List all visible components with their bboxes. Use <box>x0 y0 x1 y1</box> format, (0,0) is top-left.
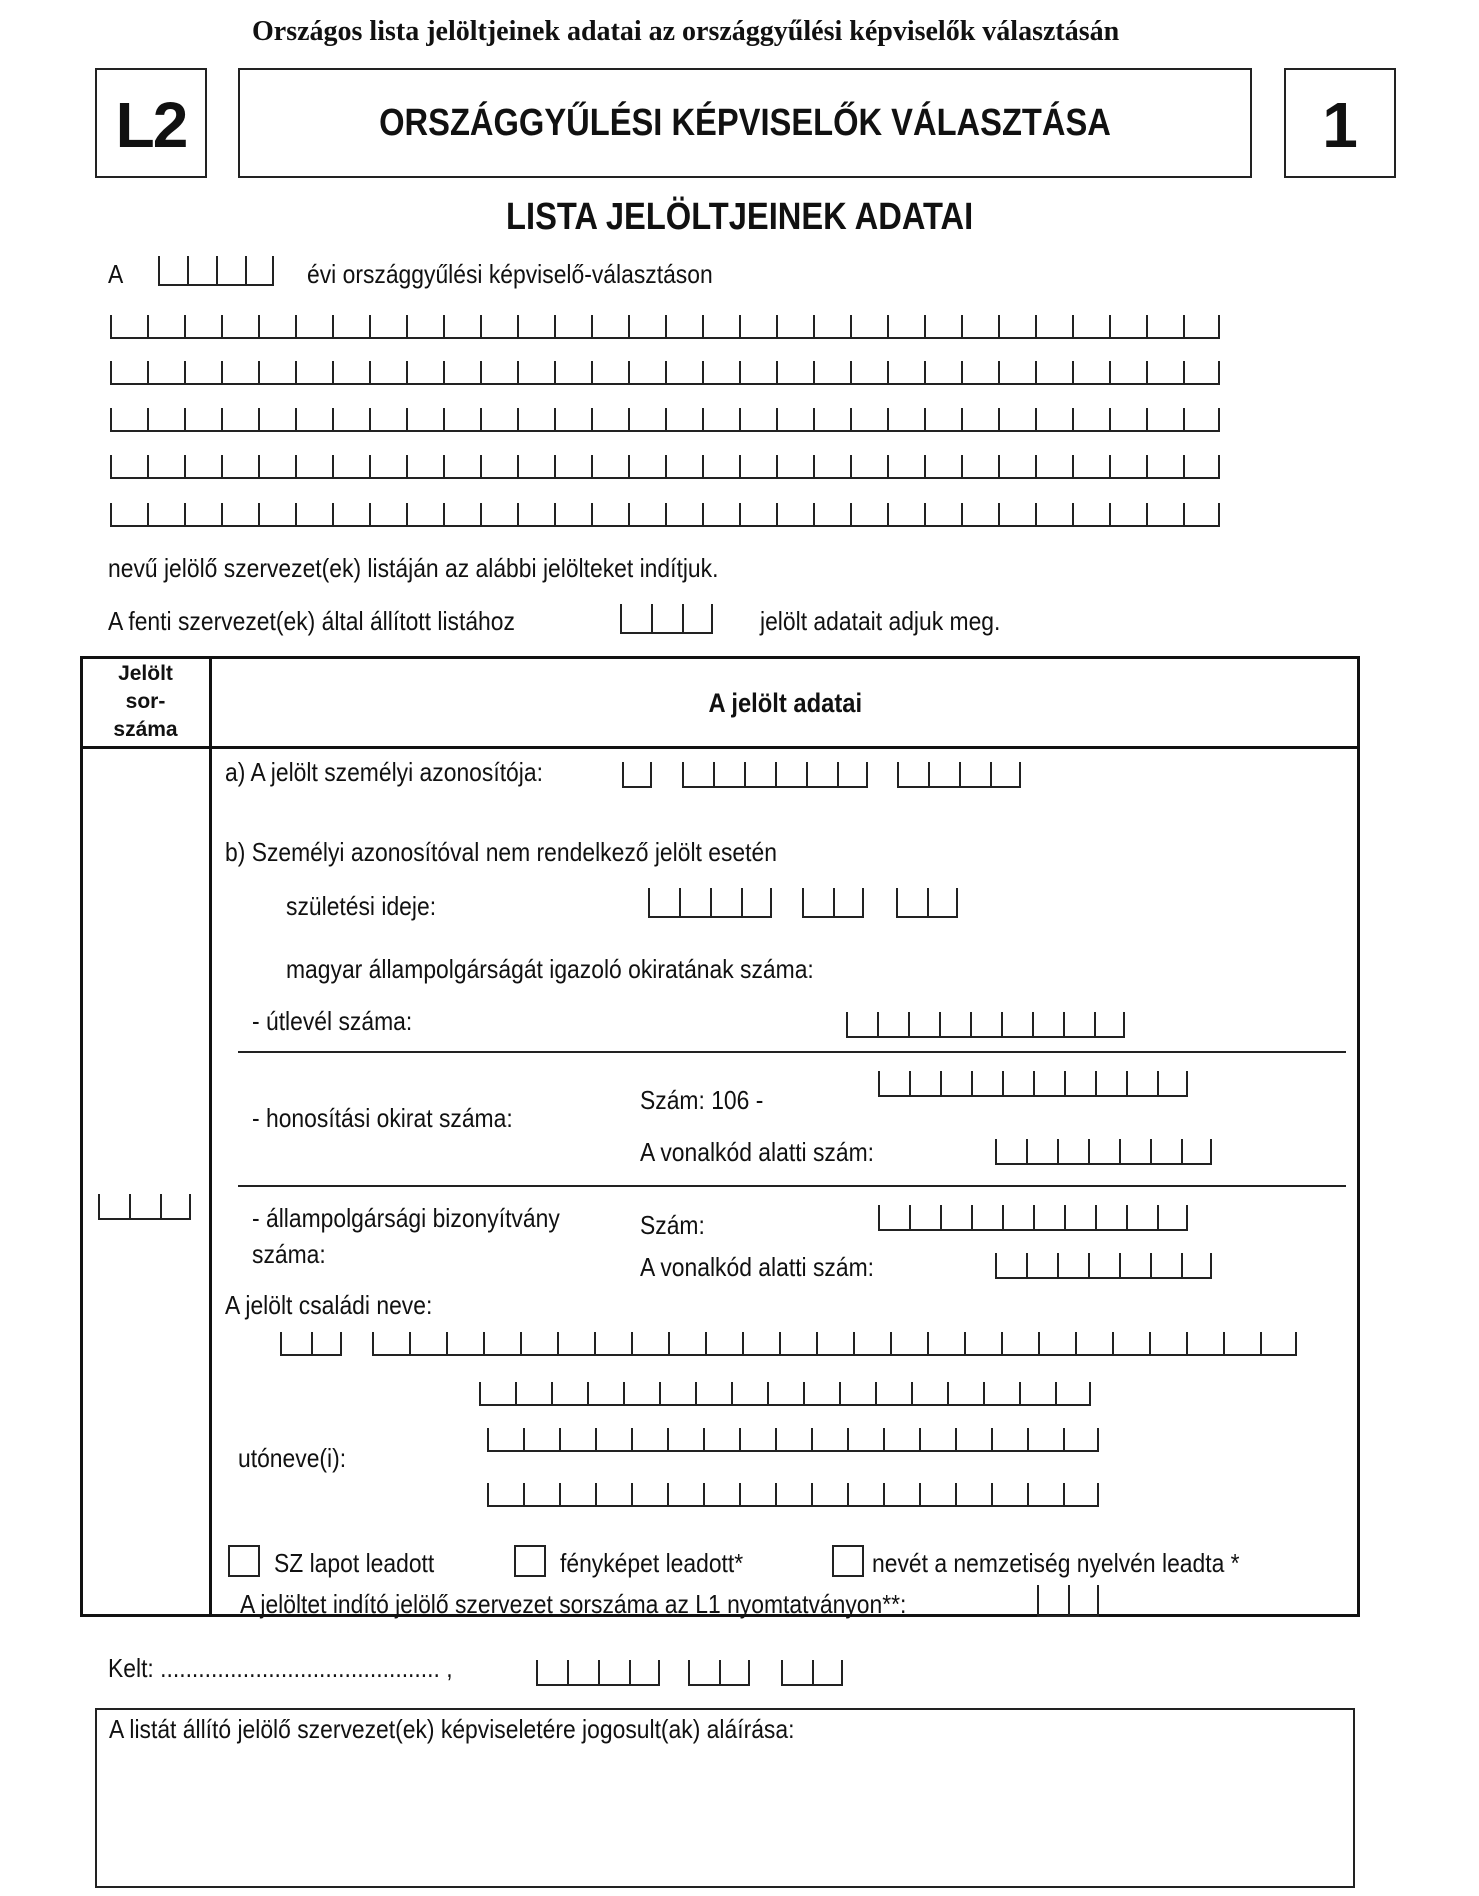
passport-number-input[interactable] <box>846 1012 1125 1038</box>
sz-sheet-label: SZ lapot leadott <box>274 1548 435 1578</box>
family-name-line-2[interactable] <box>479 1382 1091 1406</box>
given-names-line-1[interactable] <box>487 1428 1099 1452</box>
count-prefix: A fenti szervezet(ek) által állított listához <box>108 606 515 636</box>
personal-id-part1[interactable] <box>622 762 652 788</box>
org-name-line-4[interactable] <box>110 455 1220 479</box>
candidate-serial-input[interactable] <box>98 1194 191 1220</box>
nationality-name-checkbox[interactable] <box>832 1545 864 1577</box>
org-number-label: A jelöltet indító jelölő szervezet sorszáma az L1 nyomtatványon**: <box>240 1589 907 1619</box>
table-header-divider <box>80 746 1360 749</box>
family-name-prefix-input[interactable] <box>280 1332 342 1356</box>
naturalization-number-label: Szám: 106 - <box>640 1085 764 1115</box>
passport-divider <box>238 1051 1346 1053</box>
citizenship-cert-label-2: száma: <box>252 1239 326 1269</box>
signature-box[interactable] <box>95 1708 1355 1888</box>
main-title-box <box>238 68 1252 178</box>
citizenship-doc-label: magyar állampolgárságát igazoló okiratának száma: <box>286 954 814 984</box>
subtitle: LISTA JELÖLTJEINEK ADATAI <box>505 196 974 238</box>
intro-prefix: A <box>108 259 124 289</box>
family-name-label: A jelölt családi neve: <box>225 1290 433 1320</box>
citizenship-cert-number-label: Szám: <box>640 1210 705 1240</box>
org-number-input[interactable] <box>1037 1585 1099 1617</box>
citizenship-cert-barcode-label: A vonalkód alatti szám: <box>640 1252 875 1282</box>
main-title: ORSZÁGGYŰLÉSI KÉPVISELŐK VÁLASZTÁSA <box>379 102 1111 144</box>
org-name-line-1[interactable] <box>110 315 1220 339</box>
birth-year-input[interactable] <box>648 888 772 918</box>
personal-id-part3[interactable] <box>897 762 1021 788</box>
page-number: 1 <box>1322 89 1358 161</box>
col2-header: A jelölt adatai <box>708 688 862 718</box>
citizenship-cert-label-1: - állampolgársági bizonyítvány <box>252 1203 560 1233</box>
personal-id-part2[interactable] <box>682 762 868 788</box>
photo-label: fényképet leadott* <box>560 1548 744 1578</box>
org-name-line-3[interactable] <box>110 408 1220 432</box>
top-title: Országos lista jelöltjeinek adatai az országgyűlési képviselők választásán <box>252 16 1120 47</box>
date-month-input[interactable] <box>688 1660 750 1686</box>
page-number-box <box>1284 68 1396 178</box>
birth-month-input[interactable] <box>802 888 864 918</box>
sz-sheet-checkbox[interactable] <box>228 1545 260 1577</box>
kelt-label: Kelt: ............................................ , <box>108 1653 453 1683</box>
citizenship-cert-barcode-input[interactable] <box>995 1253 1212 1279</box>
birth-date-label: születési ideje: <box>286 891 437 921</box>
photo-checkbox[interactable] <box>514 1545 546 1577</box>
family-name-line-1[interactable] <box>372 1332 1297 1356</box>
date-day-input[interactable] <box>781 1660 843 1686</box>
no-id-label: b) Személyi azonosítóval nem rendelkező jelölt esetén <box>225 837 777 867</box>
form-code-box <box>95 68 207 178</box>
count-suffix: jelölt adatait adjuk meg. <box>760 606 1001 636</box>
table-column-divider <box>209 656 212 1617</box>
org-suffix: nevű jelölő szervezet(ek) listáján az alábbi jelölteket indítjuk. <box>108 553 719 583</box>
year-input[interactable] <box>158 256 274 286</box>
given-names-label: utóneve(i): <box>238 1443 347 1473</box>
org-name-line-2[interactable] <box>110 361 1220 385</box>
nationality-name-label: nevét a nemzetiség nyelvén leadta * <box>872 1548 1240 1578</box>
form-code: L2 <box>115 89 187 161</box>
naturalization-barcode-label: A vonalkód alatti szám: <box>640 1137 875 1167</box>
naturalization-divider <box>238 1185 1346 1187</box>
naturalization-number-input[interactable] <box>878 1071 1188 1097</box>
naturalization-barcode-input[interactable] <box>995 1139 1212 1165</box>
naturalization-label: - honosítási okirat száma: <box>252 1103 513 1133</box>
signature-label: A listát állító jelölő szervezet(ek) képviseletére jogosult(ak) aláírása: <box>109 1714 795 1744</box>
col1-header: Jelölt sor- száma <box>113 662 178 741</box>
date-year-input[interactable] <box>536 1660 660 1686</box>
candidate-count-input[interactable] <box>620 604 713 634</box>
birth-day-input[interactable] <box>896 888 958 918</box>
citizenship-cert-number-input[interactable] <box>878 1205 1188 1231</box>
passport-label: - útlevél száma: <box>252 1006 413 1036</box>
given-names-line-2[interactable] <box>487 1483 1099 1507</box>
org-name-line-5[interactable] <box>110 503 1220 527</box>
intro-year-suffix: évi országgyűlési képviselő-választáson <box>307 259 713 289</box>
personal-id-label: a) A jelölt személyi azonosítója: <box>225 757 543 787</box>
